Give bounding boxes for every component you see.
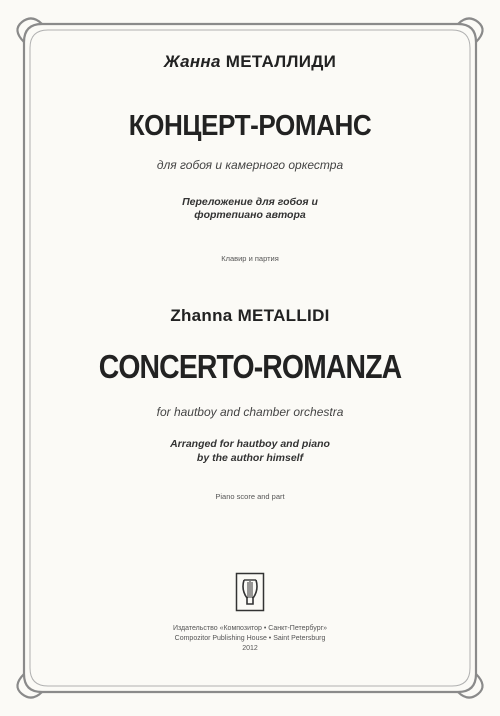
score-type-en: Piano score and part [215,492,285,501]
publication-year: 2012 [242,645,258,652]
arrangement-line-1: Arranged for hautboy and piano [170,438,330,450]
publisher-lyre-logo-icon [235,572,265,612]
arrangement-note-ru: Переложение для гобоя и фортепиано автора [182,196,318,221]
cover-content [60,0,440,716]
arrangement-line-2: by the author himself [196,452,304,464]
publisher-line-en: Compozitor Publishing House • Saint Petersburg [174,635,326,642]
publisher-line-ru: Издательство «Композитор • Санкт-Петербург» [172,625,328,632]
score-type-ru: Клавир и партия [221,254,279,263]
title-en: CONCERTO-ROMANZA [98,348,402,385]
subtitle-en: for hautboy and chamber orchestra [156,405,344,419]
arrangement-note-en [60,437,440,465]
title-ru: КОНЦЕРТ-РОМАНС [128,110,372,142]
publisher-imprint [60,624,440,654]
subtitle-ru: для гобоя и камерного оркестра [156,158,344,172]
composer-name-en: Zhanna METALLIDI [170,306,330,325]
composer-last-name-ru: МЕТАЛЛИДИ [225,52,337,71]
composer-first-name-ru: Жанна [163,52,221,71]
composer-name-ru [60,52,440,72]
